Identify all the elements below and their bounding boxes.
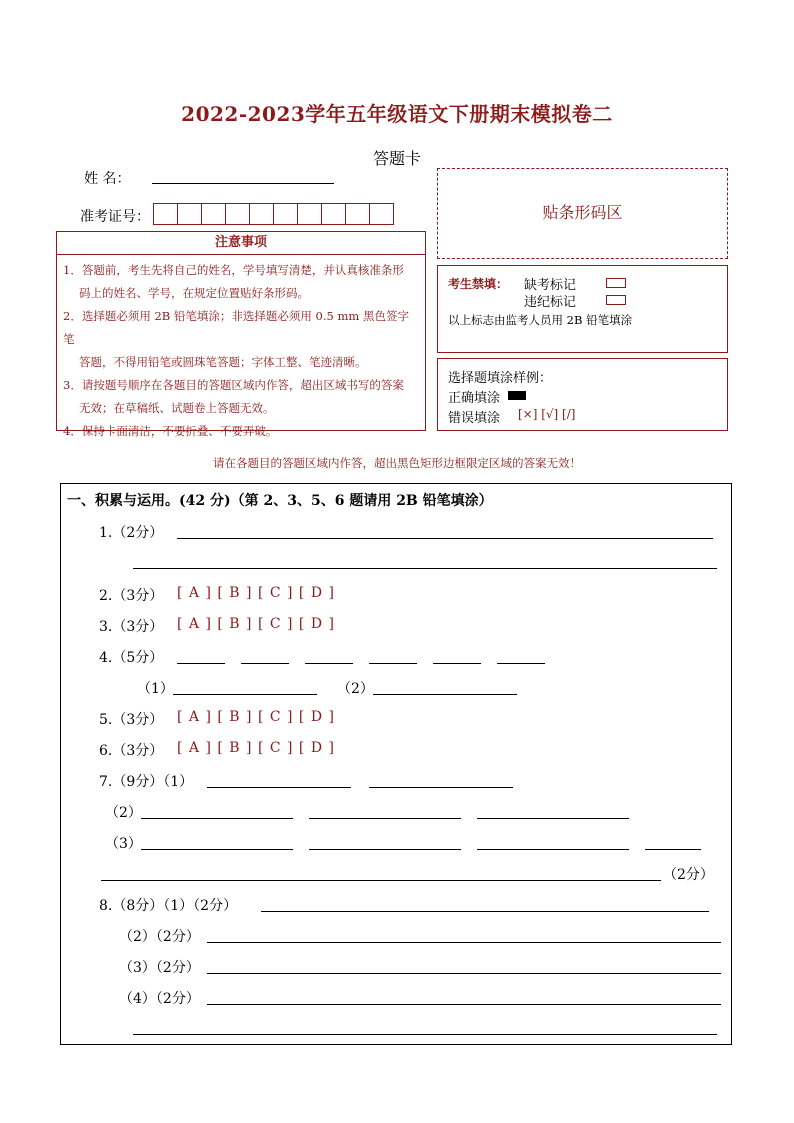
name-field[interactable] <box>152 182 334 184</box>
notice-item: 答题，不得用铅笔或圆珠笔答题；字体工整、笔迹清晰。 <box>79 355 367 369</box>
answer-line[interactable] <box>133 1034 717 1035</box>
q4-1-label: （1） <box>137 681 174 697</box>
id-box[interactable] <box>225 203 250 225</box>
q7-2-label: （2） <box>105 805 142 821</box>
q8-2-label: （2）（2分） <box>119 929 200 945</box>
notice-item: 3．请按题号顺序在各题目的答题区域内作答，超出区域书写的答案 <box>63 378 404 392</box>
violation-label: 违纪标记 <box>524 295 577 310</box>
q8-label: 8.（8分）（1）（2分） <box>99 898 238 914</box>
answer-line[interactable] <box>497 663 545 664</box>
answer-line[interactable] <box>261 911 709 912</box>
id-box[interactable] <box>321 203 346 225</box>
notice-item: 码上的姓名、学号，在规定位置贴好条形码。 <box>79 286 309 300</box>
q7-label: 7.（9分）（1） <box>99 774 194 790</box>
notice-item: 4．保持卡面清洁，不要折叠、不要弄破。 <box>63 424 278 438</box>
sample-heading: 选择题填涂样例： <box>448 371 553 386</box>
q6-label: 6.（3分） <box>99 743 164 759</box>
q4-label: 4.（5分） <box>99 650 164 666</box>
answer-line[interactable] <box>477 818 629 819</box>
warning-text: 请在各题目的答题区域内作答，超出黑色矩形边框限定区域的答案无效！ <box>213 456 581 470</box>
barcode-label: 贴条形码区 <box>542 203 623 222</box>
answer-line[interactable] <box>433 663 481 664</box>
q3-options[interactable]: [ A ] [ B ] [ C ] [ D ] <box>177 616 335 632</box>
id-box[interactable] <box>153 203 178 225</box>
page-subtitle: 答题卡 <box>372 149 421 168</box>
id-box[interactable] <box>201 203 226 225</box>
id-box[interactable] <box>273 203 298 225</box>
answer-line[interactable] <box>369 663 417 664</box>
answer-line[interactable] <box>173 694 317 695</box>
exam-marks-note: 以上标志由监考人员用 2B 铅笔填涂 <box>448 313 633 327</box>
q8-4-label: （4）（2分） <box>119 991 200 1007</box>
q3-label: 3.（3分） <box>99 619 164 635</box>
q8-3-label: （3）（2分） <box>119 960 200 976</box>
answer-line[interactable] <box>207 1004 721 1005</box>
q6-options[interactable]: [ A ] [ B ] [ C ] [ D ] <box>177 740 335 756</box>
answer-line[interactable] <box>309 849 461 850</box>
answer-line[interactable] <box>477 849 629 850</box>
absent-mark[interactable] <box>606 278 626 288</box>
barcode-area <box>437 168 728 259</box>
answer-line[interactable] <box>101 880 661 881</box>
filled-mark-icon <box>508 391 526 400</box>
exam-marks-box <box>437 265 728 353</box>
sample-correct: 正确填涂 <box>448 391 501 406</box>
answer-line[interactable] <box>133 568 717 569</box>
sample-wrong: 错误填涂 <box>448 411 501 426</box>
q7-points: （2分） <box>663 867 714 883</box>
name-label: 姓 名： <box>84 171 131 187</box>
notice-heading: 注意事项 <box>57 232 425 255</box>
answer-area <box>60 483 732 1045</box>
answer-line[interactable] <box>141 849 293 850</box>
absent-label: 缺考标记 <box>524 278 577 293</box>
answer-line[interactable] <box>207 942 721 943</box>
q4-2-label: （2） <box>337 681 374 697</box>
sample-wrong-marks: [×] [√] [/] <box>518 407 576 421</box>
answer-line[interactable] <box>241 663 289 664</box>
q1-label: 1.（2分） <box>99 525 164 541</box>
id-box[interactable] <box>369 203 394 225</box>
id-box[interactable] <box>345 203 370 225</box>
notice-box <box>56 231 426 438</box>
q5-label: 5.（3分） <box>99 712 164 728</box>
sample-box <box>437 358 728 431</box>
q5-options[interactable]: [ A ] [ B ] [ C ] [ D ] <box>177 709 335 725</box>
answer-line[interactable] <box>373 694 517 695</box>
answer-line[interactable] <box>177 538 713 539</box>
answer-line[interactable] <box>305 663 353 664</box>
page-title: 2022-2023学年五年级语文下册期末模拟卷二 <box>181 102 613 126</box>
notice-item: 1．答题前，考生先将自己的姓名，学号填写清楚，并认真核准条形 <box>63 263 404 277</box>
answer-line[interactable] <box>369 787 513 788</box>
q2-options[interactable]: [ A ] [ B ] [ C ] [ D ] <box>177 585 335 601</box>
exam-marks-label: 考生禁填： <box>448 277 509 291</box>
notice-item: 无效；在草稿纸、试题卷上答题无效。 <box>79 401 275 415</box>
violation-mark[interactable] <box>606 295 626 305</box>
q2-label: 2.（3分） <box>99 588 164 604</box>
notice-item: 2．选择题必须用 2B 铅笔填涂；非选择题必须用 0.5 mm 黑色签字笔 <box>63 309 409 346</box>
id-box[interactable] <box>177 203 202 225</box>
q7-3-label: （3） <box>105 836 142 852</box>
id-label: 准考证号： <box>80 209 150 225</box>
answer-line[interactable] <box>177 663 225 664</box>
id-box[interactable] <box>297 203 322 225</box>
id-box[interactable] <box>249 203 274 225</box>
section-heading: 一、积累与运用。(42 分)（第 2、3、5、6 题请用 2B 铅笔填涂） <box>67 493 493 509</box>
answer-line[interactable] <box>645 849 701 850</box>
answer-line[interactable] <box>309 818 461 819</box>
answer-line[interactable] <box>207 973 721 974</box>
id-boxes[interactable] <box>154 203 394 225</box>
answer-line[interactable] <box>141 818 293 819</box>
answer-line[interactable] <box>207 787 351 788</box>
